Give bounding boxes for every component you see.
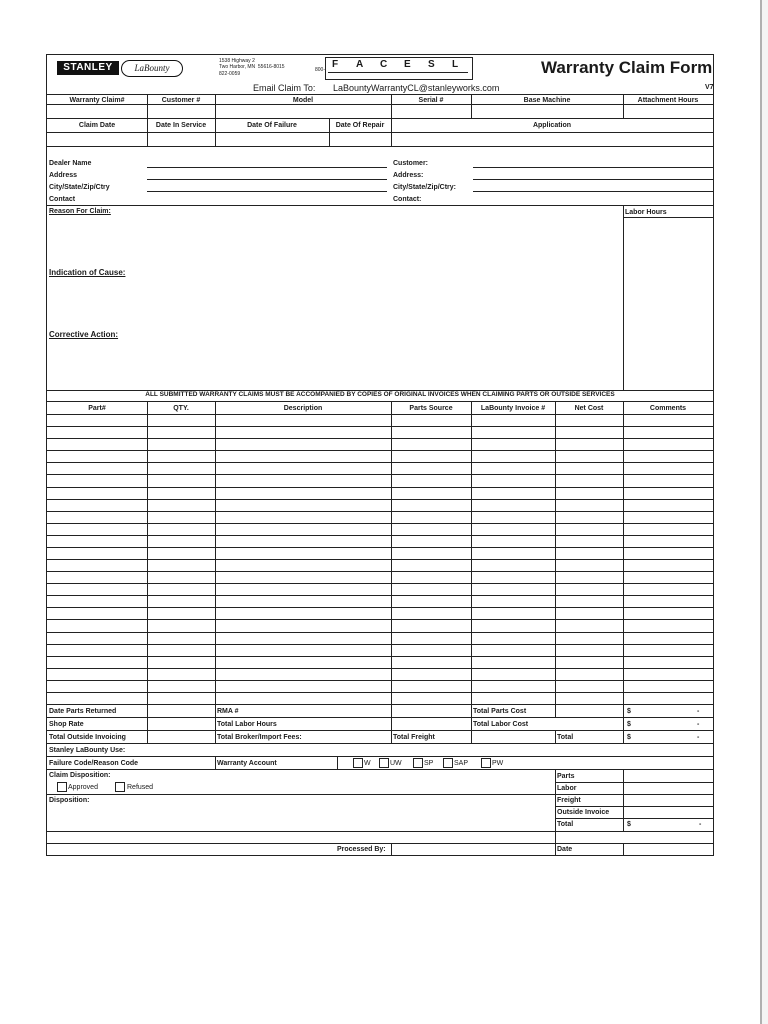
parts-table-row-line [47, 450, 713, 451]
header-date-of-failure: Date Of Failure [247, 122, 297, 129]
parts-table-row-line [47, 438, 713, 439]
account-pw-label: PW [492, 760, 504, 767]
customer-label: Customer: [393, 160, 429, 167]
total-labor-hours-label: Total Labor Hours [217, 721, 277, 728]
labor-cost-currency: $ [627, 721, 631, 728]
approved-label: Approved [68, 784, 98, 791]
parts-table-row-line [47, 426, 713, 427]
warranty-account-label: Warranty Account [217, 760, 277, 767]
grand-total-value: - [697, 734, 700, 741]
account-pw-checkbox[interactable] [481, 758, 491, 768]
header-net-cost: Net Cost [574, 405, 604, 412]
reason-for-claim-label: Reason For Claim: [49, 208, 111, 215]
stanley-logo: STANLEY [57, 61, 119, 75]
total-labor-cost-label: Total Labor Cost [473, 721, 529, 728]
labounty-logo: LaBounty [121, 60, 183, 77]
header-base-machine: Base Machine [523, 97, 571, 104]
header-serial: Serial # [418, 97, 444, 104]
date-label: Date [557, 846, 573, 853]
date-parts-returned-label: Date Parts Returned [49, 708, 117, 715]
parts-table-row-line [47, 499, 713, 500]
total-label: Total [557, 734, 574, 741]
header-date-in-service: Date In Service [155, 122, 207, 129]
parts-table-row-line [47, 523, 713, 524]
parts-table-row-line [47, 619, 713, 620]
faces-letter: F [332, 59, 339, 70]
account-sp-label: SP [424, 760, 434, 767]
disposition-label: Disposition: [49, 797, 90, 804]
faces-letter: E [404, 59, 411, 70]
parts-table-row-line [47, 571, 713, 572]
summary-freight-label: Freight [557, 797, 581, 804]
header-date-of-repair: Date Of Repair [335, 122, 385, 129]
summary-total-label: Total [557, 821, 574, 828]
version-label: V7 [705, 84, 714, 91]
claim-disposition-label: Claim Disposition: [49, 772, 111, 779]
labor-hours-label: Labor Hours [625, 209, 667, 216]
faces-letter: C [380, 59, 388, 70]
header-application: Application [532, 122, 572, 129]
account-w-label: W [364, 760, 371, 767]
dealer-address-label: Address [49, 172, 78, 179]
account-uw-checkbox[interactable] [379, 758, 389, 768]
header-warranty-claim: Warranty Claim# [69, 97, 125, 104]
parts-cost-value: - [697, 708, 700, 715]
header-part-number: Part# [88, 405, 106, 412]
refused-checkbox[interactable] [115, 782, 125, 792]
refused-label: Refused [127, 784, 154, 791]
header-comments: Comments [649, 405, 687, 412]
faces-letter: S [428, 59, 435, 70]
parts-table-row-line [47, 474, 713, 475]
form-title: Warranty Claim Form [541, 58, 713, 77]
header-customer-number: Customer # [161, 97, 201, 104]
failure-code-label: Failure Code/Reason Code [49, 760, 139, 767]
total-parts-cost-label: Total Parts Cost [473, 708, 527, 715]
fax-prefix: 800- [315, 67, 326, 73]
email-address[interactable]: LaBountyWarrantyCL@stanleyworks.com [333, 83, 500, 93]
warranty-claim-form [46, 54, 714, 856]
email-label: Email Claim To: [253, 83, 316, 93]
dealer-contact-label: Contact [49, 196, 76, 203]
parts-table-row-line [47, 559, 713, 560]
summary-labor-label: Labor [557, 785, 577, 792]
total-freight-label: Total Freight [393, 734, 435, 741]
page-edge [760, 0, 762, 1024]
parts-table-row-line [47, 583, 713, 584]
customer-contact-label: Contact: [393, 196, 422, 203]
processed-by-label: Processed By: [337, 846, 386, 853]
parts-table-row-line [47, 535, 713, 536]
parts-table-row-line [47, 632, 713, 633]
header-model: Model [292, 97, 314, 104]
faces-letter: A [356, 59, 364, 70]
header-qty: QTY. [173, 405, 189, 412]
invoice-notice: ALL SUBMITTED WARRANTY CLAIMS MUST BE ACCOMPANIED BY COPIES OF ORIGINAL INVOICES WHEN CLAIMING PARTS OR OUTSIDE SERVICES [145, 391, 615, 398]
customer-city-label: City/State/Zip/Ctry: [393, 184, 457, 191]
header-attachment-hours: Attachment Hours [637, 97, 699, 104]
labor-cost-value: - [697, 721, 700, 728]
dealer-name-label: Dealer Name [49, 160, 92, 167]
approved-checkbox[interactable] [57, 782, 67, 792]
parts-cost-currency: $ [627, 708, 631, 715]
account-uw-label: UW [390, 760, 402, 767]
total-broker-fees-label: Total Broker/Import Fees: [217, 734, 302, 741]
header-description: Description [283, 405, 323, 412]
faces-l-box [325, 57, 473, 80]
summary-total-currency: $ [627, 821, 631, 828]
header-labounty-invoice: LaBounty Invoice # [480, 405, 546, 412]
summary-outside-invoice-label: Outside Invoice [557, 809, 610, 816]
indication-of-cause-label: Indication of Cause: [49, 268, 126, 277]
dealer-city-label: City/State/Zip/Ctry [49, 184, 110, 191]
parts-table-row-line [47, 607, 713, 608]
company-address: 1538 Highway 2 Two Harbor, MN 55616-8015 822-0059 [219, 58, 285, 77]
parts-table-row-line [47, 595, 713, 596]
faces-letter: L [452, 59, 459, 70]
parts-table-row-line [47, 511, 713, 512]
summary-parts-label: Parts [557, 773, 575, 780]
parts-table-row-line [47, 644, 713, 645]
parts-table-row-line [47, 656, 713, 657]
summary-total-value: - [699, 821, 702, 828]
corrective-action-label: Corrective Action: [49, 330, 119, 339]
parts-table-row-line [47, 692, 713, 693]
parts-table-row-line [47, 668, 713, 669]
parts-table-row-line [47, 462, 713, 463]
account-w-checkbox[interactable] [353, 758, 363, 768]
grand-total-currency: $ [627, 734, 631, 741]
total-outside-invoicing-label: Total Outside Invoicing [49, 734, 126, 741]
rma-label: RMA # [217, 708, 239, 715]
account-sap-label: SAP [454, 760, 469, 767]
parts-table-row-line [47, 680, 713, 681]
header-parts-source: Parts Source [409, 405, 453, 412]
account-sap-checkbox[interactable] [443, 758, 453, 768]
header-claim-date: Claim Date [78, 122, 116, 129]
parts-table-row-line [47, 487, 713, 488]
shop-rate-label: Shop Rate [49, 721, 84, 728]
customer-address-label: Address: [393, 172, 424, 179]
stanley-labounty-use-label: Stanley LaBounty Use: [49, 747, 126, 754]
parts-table-row-line [47, 547, 713, 548]
account-sp-checkbox[interactable] [413, 758, 423, 768]
